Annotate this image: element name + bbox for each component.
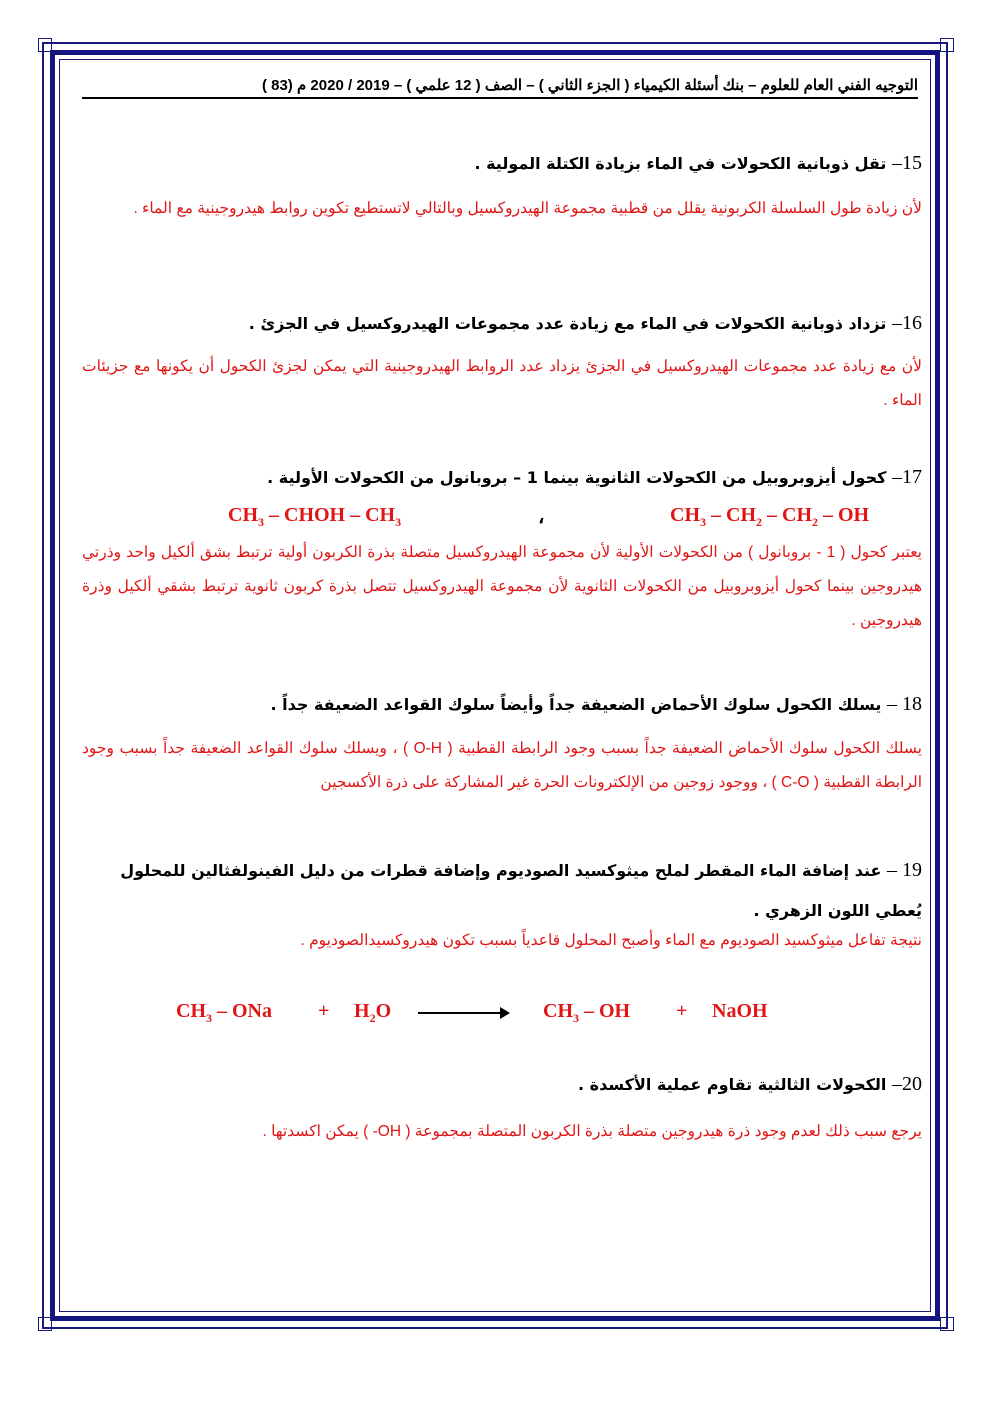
question-number: 16– — [892, 312, 922, 334]
formula-isopropyl: $CH_3$ – CHOH – $CH_3$ — [228, 504, 402, 529]
question-20 — [82, 1073, 922, 1096]
border-corner — [940, 1317, 954, 1331]
question-number: 19 – — [887, 859, 922, 881]
answer-18: يسلك الكحول سلوك الأحماض الضعيفة جداً بسبب وجود الرابطة القطبية ( O-H ) ، ويسلك سلوك القواعد الضعيفة جداً بسبب وجود الرابطة القطبية ( C-O ) ، ووجود زوجين من الإلكترونات الحرة غير المشاركة على ذرة الأكسجين — [82, 740, 922, 791]
question-title: عند إضافة الماء المقطر لملح ميثوكسيد الصوديوم وإضافة قطرات من دليل الفينولفثالين للمحلول يُعطي اللون الزهري . — [120, 861, 922, 920]
question-number: 17– — [892, 466, 922, 488]
answer-17: يعتبر كحول ( 1 - بروبانول ) من الكحولات الأولية لأن مجموعة الهيدروكسيل متصلة بذرة الكربون أولية ترتبط بشق ألكيل واحد وذرتي هيدروجين بينما كحول أيزوبروبيل من الكحولات الثانوية لأن مجموعة الهيدروكسيل تتصل بذرة كربون ثانوية ترتبط بشقي ألكيل وذرة هيدروجين . — [82, 544, 922, 629]
answer-15: لأن زيادة طول السلسلة الكربونية يقلل من قطبية مجموعة الهيدروكسيل وبالتالي لاتستطيع تكوين روابط هيدروجينية مع الماء . — [133, 200, 922, 217]
question-16 — [82, 312, 922, 335]
border-corner — [38, 38, 52, 52]
question-number: 15– — [892, 152, 922, 174]
question-title: تقل ذوبانية الكحولات في الماء بزيادة الكتلة المولية . — [474, 154, 887, 173]
question-title: الكحولات الثالثية تقاوم عملية الأكسدة . — [578, 1075, 887, 1094]
question-title: يسلك الكحول سلوك الأحماض الضعيفة جداً وأيضاً سلوك القواعد الضعيفة جداً . — [270, 695, 882, 714]
question-18 — [82, 693, 922, 716]
answer-19: نتيجة تفاعل ميثوكسيد الصوديوم مع الماء وأصبح المحلول قاعدياً بسبب تكون هيدروكسيدالصوديوم . — [300, 932, 922, 949]
page-header: التوجيه الفني العام للعلوم – بنك أسئلة الكيمياء ( الجزء الثاني ) – الصف ( 12 علمي ) – 2019 / 2020 م (83 ) — [82, 76, 918, 99]
reactant-water: $H_2O$ — [354, 1000, 392, 1025]
plus-sign: + — [676, 1000, 688, 1022]
border-corner — [38, 1317, 52, 1331]
border-corner — [940, 38, 954, 52]
plus-sign: + — [318, 1000, 330, 1022]
question-title: كحول أيزوبروبيل من الكحولات الثانوية بينما 1 – بروبانول من الكحولات الأولية . — [267, 468, 887, 487]
question-number: 18 – — [887, 693, 922, 715]
reactant-sodium-methoxide: $CH_3$ – ONa — [176, 1000, 272, 1025]
question-19 — [82, 850, 922, 931]
question-17 — [82, 466, 922, 489]
question-15 — [82, 152, 922, 175]
question-number: 20– — [892, 1073, 922, 1095]
formula-separator: ، — [538, 506, 545, 528]
formula-1-propanol: $CH_3 - CH_2 - CH_2$ – OH — [670, 504, 870, 529]
question-title: تزداد ذوبانية الكحولات في الماء مع زيادة عدد مجموعات الهيدروكسيل في الجزئ . — [248, 314, 887, 333]
reaction-arrow-icon — [418, 1012, 508, 1014]
product-methanol: $CH_3$ – OH — [543, 1000, 631, 1025]
answer-20: يرجع سبب ذلك لعدم وجود ذرة هيدروجين متصلة بذرة الكربون المتصلة بمجموعة ( OH- ) يمكن اكسدتها . — [262, 1123, 922, 1140]
product-naoh: NaOH — [712, 1000, 768, 1022]
answer-16: لأن مع زيادة عدد مجموعات الهيدروكسيل في الجزئ يزداد عدد الروابط الهيدروجينية التي يمكن لجزئ الكحول أن يكونها مع جزيئات الماء . — [82, 358, 922, 409]
